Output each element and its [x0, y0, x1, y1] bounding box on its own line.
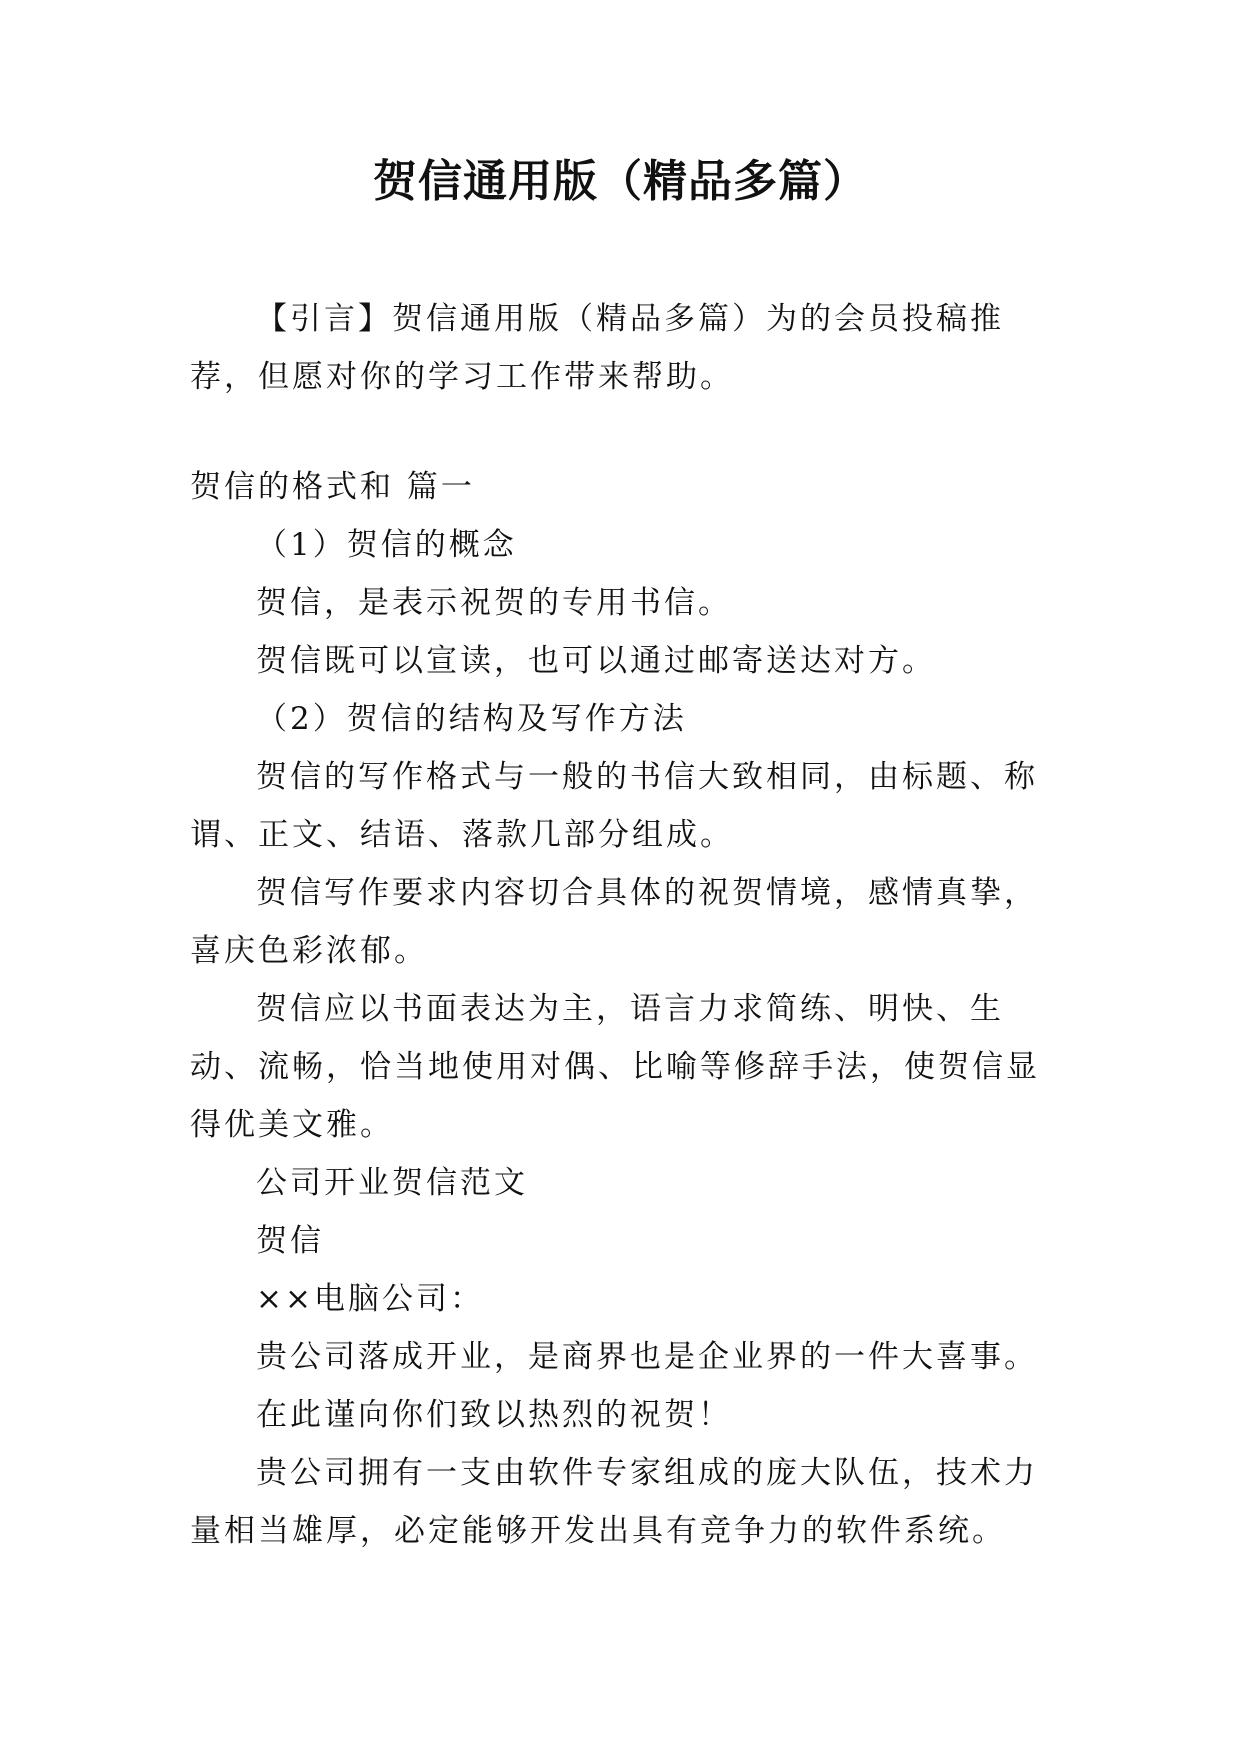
paragraph: 贺信的写作格式与一般的书信大致相同，由标题、称谓、正文、结语、落款几部分组成。 — [190, 759, 1038, 853]
paragraph: 贺信写作要求内容切合具体的祝贺情境，感情真挚，喜庆色彩浓郁。 — [190, 875, 1038, 969]
paragraph-concept-heading: （1）贺信的概念 — [256, 527, 517, 563]
document-body — [190, 290, 1048, 1560]
letter-paragraph: 贵公司落成开业，是商界也是企业界的一件大喜事。 — [256, 1339, 1038, 1375]
document-title: 贺信通用版（精品多篇） — [373, 156, 868, 207]
sample-letter-heading: 公司开业贺信范文 — [256, 1165, 528, 1201]
letter-paragraph: 贵公司拥有一支由软件专家组成的庞大队伍，技术力量相当雄厚，必定能够开发出具有竞争力的软件系统。 — [190, 1455, 1038, 1549]
section-heading: 贺信的格式和 篇一 — [190, 469, 475, 505]
letter-paragraph: 在此谨向你们致以热烈的祝贺！ — [256, 1397, 732, 1433]
paragraph: 贺信既可以宣读，也可以通过邮寄送达对方。 — [256, 643, 936, 679]
paragraph: 贺信应以书面表达为主，语言力求简练、明快、生动、流畅，恰当地使用对偶、比喻等修辞手法，使贺信显得优美文雅。 — [190, 991, 1040, 1143]
letter-salutation: ××电脑公司： — [256, 1281, 484, 1317]
intro-paragraph: 【引言】贺信通用版（精品多篇）为的会员投稿推荐，但愿对你的学习工作带来帮助。 — [190, 301, 1004, 395]
paragraph: 贺信，是表示祝贺的专用书信。 — [256, 585, 732, 621]
paragraph-structure-heading: （2）贺信的结构及写作方法 — [256, 701, 687, 737]
letter-title: 贺信 — [256, 1223, 324, 1259]
